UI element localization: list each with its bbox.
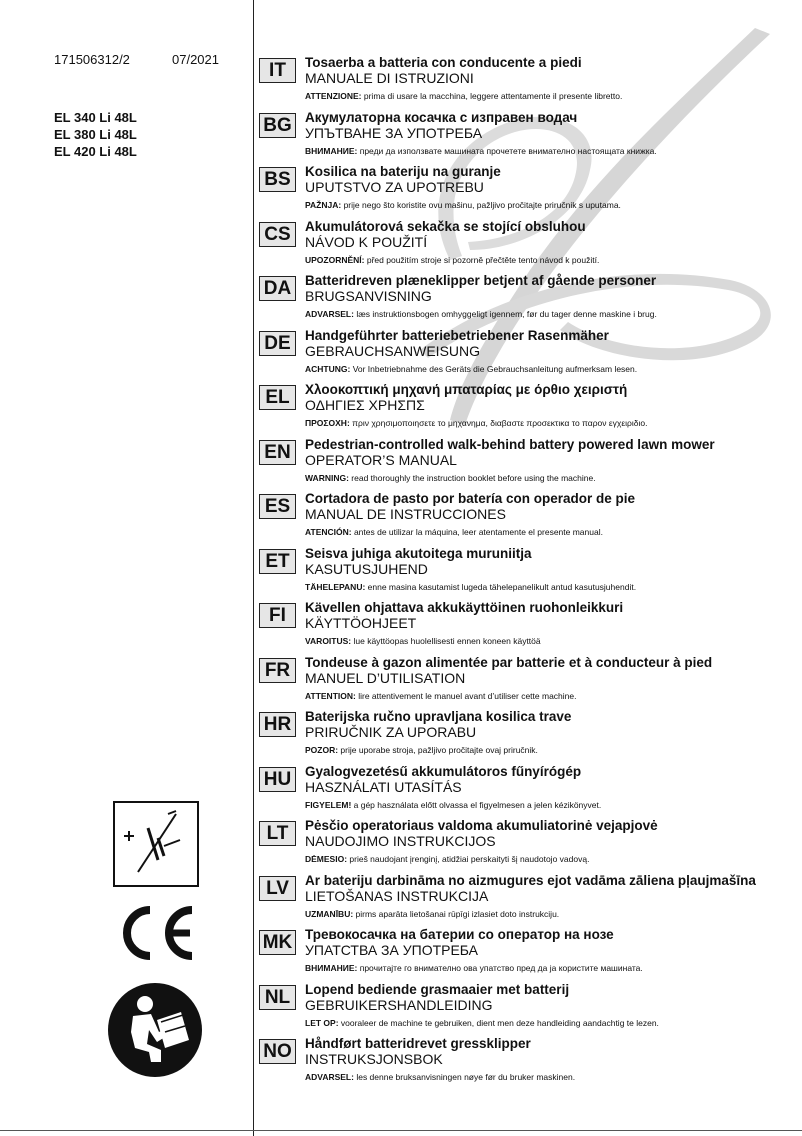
language-code: BG	[259, 113, 296, 138]
language-block-fi	[259, 600, 799, 654]
product-title: Тревокосачка на батерии со оператор на нозе	[305, 927, 614, 942]
product-title: Tondeuse à gazon alimentée par batterie et à conducteur à pied	[305, 655, 713, 670]
warning-text: FIGYELEM! a gép használata előtt olvassa el figyelmesen a jelen kézikönyvet.	[305, 800, 602, 810]
language-code: LT	[259, 821, 296, 846]
warning-text: ATTENZIONE: prima di usare la macchina, leggere attentamente il presente libretto.	[305, 91, 623, 101]
language-block-lt	[259, 818, 799, 872]
language-code: BS	[259, 167, 296, 192]
warning-text: WARNING: read thoroughly the instruction booklet before using the machine.	[305, 473, 596, 483]
warning-text: ATTENTION: lire attentivement le manuel avant d’utiliser cette machine.	[305, 691, 577, 701]
product-title: Kävellen ohjattava akkukäyttöinen ruohonleikkuri	[305, 600, 624, 615]
language-code: FR	[259, 658, 296, 683]
product-title: Cortadora de pasto por batería con operador de pie	[305, 491, 636, 506]
manual-title: MANUEL D’UTILISATION	[305, 670, 466, 686]
warning-text: DĖMESIO: prieš naudojant įrenginį, atidžiai perskaityti šį naudotojo vadovą.	[305, 854, 590, 864]
model-name: EL 340 Li 48L	[54, 110, 137, 125]
language-block-no	[259, 1036, 799, 1090]
language-code: CS	[259, 222, 296, 247]
manual-title: KASUTUSJUHEND	[305, 561, 428, 577]
product-title: Tosaerba a batteria con conducente a piedi	[305, 55, 582, 70]
product-title: Baterijska ručno upravljana kosilica trave	[305, 709, 572, 724]
language-code: ET	[259, 549, 296, 574]
document-number: 171506312/2	[54, 52, 130, 67]
manual-title: GEBRAUCHSANWEISUNG	[305, 343, 481, 359]
language-block-nl	[259, 982, 799, 1036]
manual-title: NÁVOD K POUŽITÍ	[305, 234, 428, 250]
language-code: ES	[259, 494, 296, 519]
warning-text: ВНИМАНИЕ: преди да използвате машината прочетете внимателно настоящата книжка.	[305, 146, 657, 156]
product-title: Batteridreven plæneklipper betjent af gående personer	[305, 273, 657, 288]
language-code: HR	[259, 712, 296, 737]
language-block-hu	[259, 764, 799, 818]
product-title: Lopend bediende grasmaaier met batterij	[305, 982, 570, 997]
warning-text: UZMANĪBU: pirms aparāta lietošanai rūpīgi izlasiet doto instrukciju.	[305, 909, 560, 919]
language-code: FI	[259, 603, 296, 628]
language-block-de	[259, 328, 799, 382]
manual-title: NAUDOJIMO INSTRUKCIJOS	[305, 833, 496, 849]
warning-text: VAROITUS: lue käyttöopas huolellisesti ennen koneen käyttöä	[305, 636, 541, 646]
manual-title: BRUGSANVISNING	[305, 288, 432, 304]
language-code: HU	[259, 767, 296, 792]
warning-text: ACHTUNG: Vor Inbetriebnahme des Geräts die Gebrauchsanleitung aufmerksam lesen.	[305, 364, 638, 374]
product-title: Акумулаторна косачка с изправен водач	[305, 110, 578, 125]
language-block-cs	[259, 219, 799, 273]
model-name: EL 380 Li 48L	[54, 127, 137, 142]
product-title: Gyalogvezetésű akkumulátoros fűnyírógép	[305, 764, 582, 779]
language-block-mk	[259, 927, 799, 981]
manual-title: MANUAL DE INSTRUCCIONES	[305, 506, 506, 522]
product-title: Ar bateriju darbināma no aizmugures ejot vadāma zāliena pļaujmašīna	[305, 873, 756, 888]
warning-text: PAŽNJA: prije nego što koristite ovu mašinu, pažljivo pročitajte priručnik s uputama.	[305, 200, 621, 210]
manual-title: HASZNÁLATI UTASÍTÁS	[305, 779, 462, 795]
product-title: Pėsčio operatoriaus valdoma akumuliatorinė vejapjovė	[305, 818, 658, 833]
manual-title: УПЪТВАНЕ ЗА УПОТРЕБА	[305, 125, 483, 141]
read-manual-icon	[107, 982, 203, 1078]
language-code: DA	[259, 276, 296, 301]
product-title: Handgeführter batteriebetriebener Rasenmäher	[305, 328, 609, 343]
product-title: Seisva juhiga akutoitega muruniitja	[305, 546, 532, 561]
warning-text: ADVARSEL: les denne bruksanvisningen nøye før du bruker maskinen.	[305, 1072, 576, 1082]
document-date: 07/2021	[172, 52, 219, 67]
column-divider	[253, 0, 254, 1136]
language-block-da	[259, 273, 799, 327]
warning-text: UPOZORNĚNÍ: před použitím stroje si pozorně přečtěte tento návod k použití.	[305, 255, 600, 265]
language-block-it	[259, 55, 799, 109]
warning-text: TÄHELEPANU: enne masina kasutamist lugeda tähelepanelikult antud kasutusjuhendit.	[305, 582, 637, 592]
language-block-bg	[259, 110, 799, 164]
language-block-fr	[259, 655, 799, 709]
model-list	[54, 109, 137, 160]
manual-title: УПАТСТВА ЗА УПОТРЕБА	[305, 942, 479, 958]
language-block-et	[259, 546, 799, 600]
manual-title: ΟΔΗΓΙΕΣ ΧΡΗΣΠΣ	[305, 397, 425, 413]
warning-text: ATENCIÓN: antes de utilizar la máquina, leer atentamente el presente manual.	[305, 527, 603, 537]
manual-title: MANUALE DI ISTRUZIONI	[305, 70, 474, 86]
manual-title: KÄYTTÖOHJEET	[305, 615, 417, 631]
warning-text: ВНИМАНИЕ: прочитајте го внимателно ова упатство пред да ја користите машината.	[305, 963, 643, 973]
language-code: MK	[259, 930, 296, 955]
manual-title: INSTRUKSJONSBOK	[305, 1051, 443, 1067]
manual-title: PRIRUČNIK ZA UPORABU	[305, 724, 477, 740]
model-name: EL 420 Li 48L	[54, 144, 137, 159]
language-block-el	[259, 382, 799, 436]
language-code: IT	[259, 58, 296, 83]
language-block-lv	[259, 873, 799, 927]
ce-mark-icon	[112, 904, 198, 962]
warning-text: POZOR: prije uporabe stroja, pažljivo pročitajte ovaj priručnik.	[305, 745, 538, 755]
manual-title: GEBRUIKERSHANDLEIDING	[305, 997, 493, 1013]
product-title: Χλοοκοπτική μηχανή μπαταρίας με όρθιο χειριστή	[305, 382, 628, 397]
warning-text: LET OP: vooraleer de machine te gebruiken, dient men deze handleiding aandachtig te lezen.	[305, 1018, 659, 1028]
manual-title: LIETOŠANAS INSTRUKCIJA	[305, 888, 489, 904]
language-code: NL	[259, 985, 296, 1010]
language-block-hr	[259, 709, 799, 763]
manual-title: OPERATOR’S MANUAL	[305, 452, 457, 468]
warning-text: ΠΡΟΣΟΧΗ: πριν χρησιμοποιησετε το μηχανημα, διαβαστε προσεκτικα το παρον εγχειριδιο.	[305, 418, 648, 428]
manual-title: UPUTSTVO ZA UPOTREBU	[305, 179, 484, 195]
battery-icon	[112, 800, 200, 888]
warning-text: ADVARSEL: læs instruktionsbogen omhyggeligt igennem, før du tager denne maskine i brug.	[305, 309, 657, 319]
language-code: NO	[259, 1039, 296, 1064]
language-code: EL	[259, 385, 296, 410]
product-title: Akumulátorová sekačka se stojící obsluhou	[305, 219, 586, 234]
product-title: Kosilica na bateriju na guranje	[305, 164, 501, 179]
language-code: DE	[259, 331, 296, 356]
product-title: Håndført batteridrevet gressklipper	[305, 1036, 531, 1051]
language-block-es	[259, 491, 799, 545]
bottom-rule	[0, 1130, 802, 1131]
language-block-bs	[259, 164, 799, 218]
language-code: LV	[259, 876, 296, 901]
product-title: Pedestrian-controlled walk-behind battery powered lawn mower	[305, 437, 715, 452]
language-code: EN	[259, 440, 296, 465]
language-block-en	[259, 437, 799, 491]
